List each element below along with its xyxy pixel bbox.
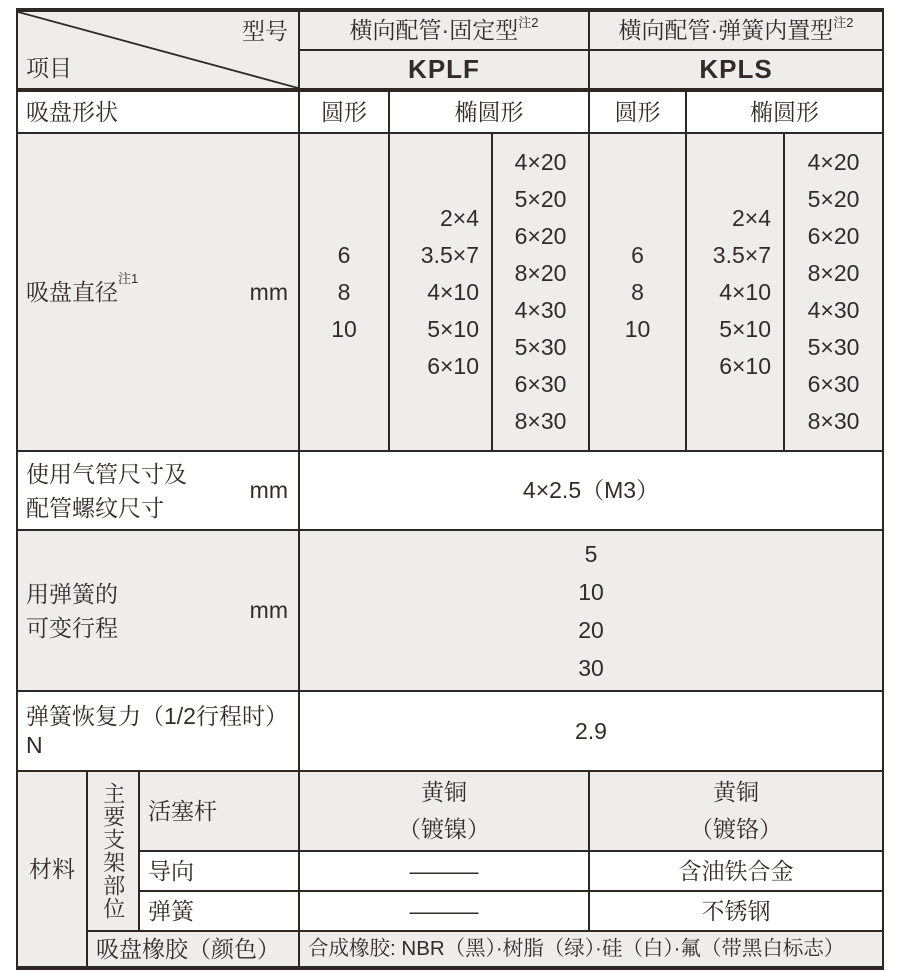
note1-superscript: 注1 <box>118 270 139 286</box>
material-spring-kplf: ——— <box>300 892 590 932</box>
tube-size-unit: mm <box>249 477 288 504</box>
model-name-kpls: KPLS <box>590 51 882 92</box>
tube-size-label: 使用气管尺寸及 配管螺纹尺寸 <box>26 460 187 521</box>
material-name-spring: 弹簧 <box>140 892 300 932</box>
spring-stroke-values: 5 10 20 30 <box>300 531 882 692</box>
row-label-tube-size <box>18 452 300 531</box>
corner-model-label: 型号 <box>242 18 288 44</box>
pad-diameter-label: 吸盘直径$^{注1}$ <box>26 270 139 305</box>
spring-stroke-unit: mm <box>249 597 288 624</box>
shape-kplf-round: 圆形 <box>300 92 390 134</box>
row-label-spring-force: 弹簧恢复力（1/2行程时）N <box>18 692 300 772</box>
material-name-guide: 导向 <box>140 852 300 892</box>
diameter-kplf-round-list: 6 8 10 <box>300 134 390 452</box>
material-spring-kpls: 不锈钢 <box>590 892 882 932</box>
material-rubber-value: 合成橡胶: NBR（黑）·树脂（绿）·硅（白）·氟（带黑白标志） <box>300 932 882 966</box>
spring-stroke-label: 用弹簧的 可变行程 <box>26 580 118 641</box>
material-piston-rod-kplf: 黄铜 （镀镍） <box>300 772 590 852</box>
pad-diameter-unit: mm <box>249 278 288 305</box>
diameter-kplf-oval-small-list: 2×4 3.5×7 4×10 5×10 6×10 <box>390 134 493 452</box>
material-rubber-label: 吸盘橡胶（颜色） <box>88 932 300 966</box>
material-bracket-label: 主要支架部位 <box>88 772 140 932</box>
group-title-kpls-text: 横向配管·弹簧内置型 <box>618 17 834 44</box>
material-guide-kplf: ——— <box>300 852 590 892</box>
row-label-spring-stroke <box>18 531 300 692</box>
corner-cell <box>18 12 300 92</box>
group-title-kplf: 横向配管·固定型 $^{注2}$ <box>300 12 590 51</box>
diameter-kpls-oval-large-list: 4×20 5×20 6×20 8×20 4×30 5×30 6×30 8×30 <box>785 134 882 452</box>
diameter-kplf-oval-large-list: 4×20 5×20 6×20 8×20 4×30 5×30 6×30 8×30 <box>493 134 590 452</box>
group-title-kpls: 横向配管·弹簧内置型 $^{注2}$ <box>590 12 882 51</box>
row-label-pad-diameter <box>18 134 300 452</box>
spring-force-value: 2.9 <box>300 692 882 772</box>
material-section-label: 材料 <box>18 772 88 966</box>
shape-kpls-round: 圆形 <box>590 92 687 134</box>
diameter-kpls-oval-small-list: 2×4 3.5×7 4×10 5×10 6×10 <box>687 134 785 452</box>
corner-item-label: 项目 <box>26 55 72 82</box>
material-piston-rod-kpls: 黄铜 （镀铬） <box>590 772 882 852</box>
spec-table <box>16 8 884 970</box>
shape-kplf-oval: 椭圆形 <box>390 92 590 134</box>
shape-kpls-oval: 椭圆形 <box>687 92 882 134</box>
diameter-kpls-round-list: 6 8 10 <box>590 134 687 452</box>
group-title-kplf-text: 横向配管·固定型 <box>349 17 519 44</box>
row-label-pad-shape: 吸盘形状 <box>18 92 300 134</box>
material-guide-kpls: 含油铁合金 <box>590 852 882 892</box>
tube-size-value: 4×2.5（M3） <box>300 452 882 531</box>
material-name-piston-rod: 活塞杆 <box>140 772 300 852</box>
model-name-kplf: KPLF <box>300 51 590 92</box>
